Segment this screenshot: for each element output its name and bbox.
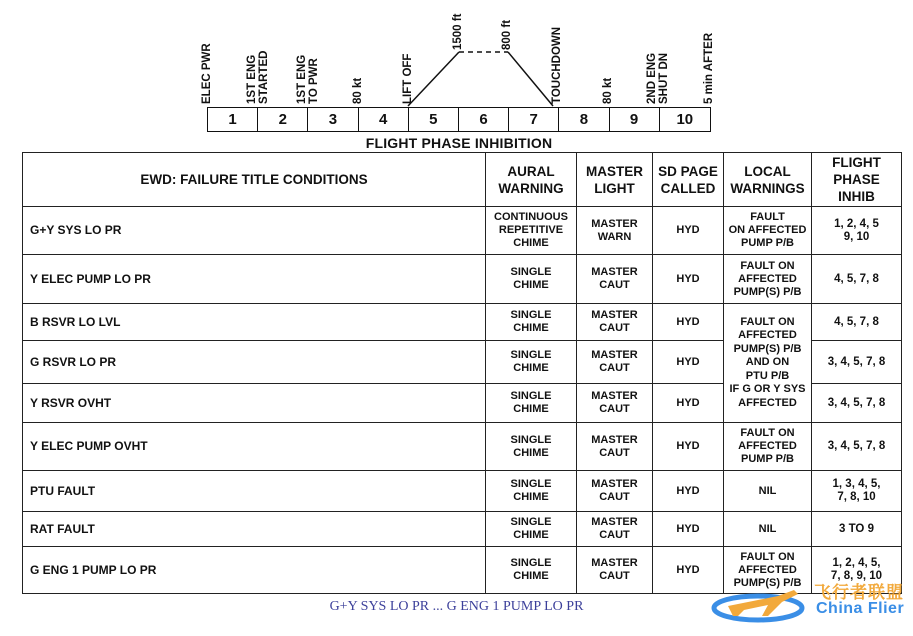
header-aural: AURAL WARNING <box>486 153 577 207</box>
local-warnings-cell: FAULT ON AFFECTED PUMP(S) P/B AND ON PTU P/B IF G OR Y SYS AFFECTED <box>724 304 812 423</box>
master-light-cell: MASTER CAUT <box>577 512 653 547</box>
phase-cell: 1 <box>208 108 258 131</box>
phase-cell: 4 <box>359 108 409 131</box>
aural-warning-cell: SINGLE CHIME <box>486 341 577 384</box>
flight-phase-inhib-cell: 4, 5, 7, 8 <box>812 255 902 304</box>
sd-page-cell: HYD <box>653 207 724 255</box>
failure-title-cell: Y RSVR OVHT <box>23 384 486 423</box>
failure-title-cell: G RSVR LO PR <box>23 341 486 384</box>
china-flier-watermark <box>708 572 913 632</box>
marker-1st-eng-started: 1ST ENG STARTED <box>246 50 270 104</box>
master-light-cell: MASTER CAUT <box>577 423 653 471</box>
aural-warning-cell: SINGLE CHIME <box>486 255 577 304</box>
header-sd-page: SD PAGE CALLED <box>653 153 724 207</box>
phase-cell: 6 <box>459 108 509 131</box>
flight-phase-inhib-cell: 3, 4, 5, 7, 8 <box>812 423 902 471</box>
aural-warning-cell: SINGLE CHIME <box>486 304 577 341</box>
watermark-en-text: China Flier <box>816 600 905 617</box>
header-local: LOCAL WARNINGS <box>724 153 812 207</box>
sd-page-cell: HYD <box>653 471 724 512</box>
local-warnings-cell: FAULT ON AFFECTED PUMP P/B <box>724 423 812 471</box>
watermark-cn-text: 飞行者联盟 <box>814 583 904 602</box>
marker-1500ft: 1500 ft <box>452 13 464 50</box>
local-warnings-cell: FAULT ON AFFECTED PUMP(S) P/B <box>724 547 812 594</box>
phase-cell: 5 <box>409 108 459 131</box>
sd-page-cell: HYD <box>653 341 724 384</box>
phase-cell: 9 <box>610 108 660 131</box>
flight-phase-inhib-cell: 3 TO 9 <box>812 512 902 547</box>
failure-title-cell: B RSVR LO LVL <box>23 304 486 341</box>
table-row <box>23 304 902 341</box>
flight-phase-inhib-cell: 1, 2, 4, 5, 7, 8, 9, 10 <box>812 547 902 594</box>
failure-title-cell: PTU FAULT <box>23 471 486 512</box>
flight-phase-inhib-cell: 1, 2, 4, 5 9, 10 <box>812 207 902 255</box>
flight-phase-diagram <box>0 0 913 152</box>
failure-title-cell: G ENG 1 PUMP LO PR <box>23 547 486 594</box>
marker-80kt-takeoff: 80 kt <box>352 77 364 104</box>
marker-elec-pwr: ELEC PWR <box>201 43 213 104</box>
flight-phase-inhib-cell: 1, 3, 4, 5, 7, 8, 10 <box>812 471 902 512</box>
master-light-cell: MASTER CAUT <box>577 384 653 423</box>
failure-title-cell: G+Y SYS LO PR <box>23 207 486 255</box>
marker-80kt-landing: 80 kt <box>602 77 614 104</box>
phase-cell: 3 <box>308 108 358 131</box>
failure-title-cell: Y ELEC PUMP OVHT <box>23 423 486 471</box>
figure-caption: G+Y SYS LO PR ... G ENG 1 PUMP LO PR <box>329 599 584 614</box>
phase-cell: 10 <box>676 111 694 128</box>
sd-page-cell: HYD <box>653 512 724 547</box>
table-row <box>23 423 902 471</box>
master-light-cell: MASTER WARN <box>577 207 653 255</box>
phase-cell: 2 <box>258 108 308 131</box>
marker-touchdown: TOUCHDOWN <box>551 26 563 104</box>
aural-warning-cell: SINGLE CHIME <box>486 512 577 547</box>
master-light-cell: MASTER CAUT <box>577 547 653 594</box>
marker-2nd-eng-shut-dn: 2ND ENG SHUT DN <box>646 52 670 104</box>
aural-warning-cell: SINGLE CHIME <box>486 471 577 512</box>
aural-warning-cell: CONTINUOUS REPETITIVE CHIME <box>486 207 577 255</box>
header-phase: FLIGHT PHASE INHIB <box>812 153 902 207</box>
aural-warning-cell: SINGLE CHIME <box>486 423 577 471</box>
marker-lift-off: LIFT OFF <box>402 53 414 104</box>
table-row <box>23 512 902 547</box>
aural-warning-cell: SINGLE CHIME <box>486 384 577 423</box>
local-warnings-cell: FAULT ON AFFECTED PUMP P/B <box>724 207 812 255</box>
table-row <box>23 207 902 255</box>
failure-warning-table <box>22 152 902 594</box>
flight-phase-inhib-cell: 3, 4, 5, 7, 8 <box>812 341 902 384</box>
flight-phase-inhib-cell: 4, 5, 7, 8 <box>812 304 902 341</box>
sd-page-cell: HYD <box>653 255 724 304</box>
phase-cell: 8 <box>559 108 609 131</box>
marker-5min-after: 5 min AFTER <box>703 32 715 104</box>
local-warnings-cell: NIL <box>724 512 812 547</box>
marker-1st-eng-to-pwr: 1ST ENG TO PWR <box>296 54 320 104</box>
sd-page-cell: HYD <box>653 547 724 594</box>
master-light-cell: MASTER CAUT <box>577 304 653 341</box>
failure-title-cell: RAT FAULT <box>23 512 486 547</box>
master-light-cell: MASTER CAUT <box>577 341 653 384</box>
sd-page-cell: HYD <box>653 304 724 341</box>
failure-title-cell: Y ELEC PUMP LO PR <box>23 255 486 304</box>
airplane-logo-icon <box>708 572 818 632</box>
phase-cell: 7 <box>509 108 559 131</box>
table-row <box>23 255 902 304</box>
master-light-cell: MASTER CAUT <box>577 255 653 304</box>
header-master: MASTER LIGHT <box>577 153 653 207</box>
sd-page-cell: HYD <box>653 384 724 423</box>
flight-phase-inhib-cell: 3, 4, 5, 7, 8 <box>812 384 902 423</box>
phase-number-row <box>207 107 711 132</box>
header-condition: EWD: FAILURE TITLE CONDITIONS <box>23 153 486 207</box>
local-warnings-cell: NIL <box>724 471 812 512</box>
flight-phase-title: FLIGHT PHASE INHIBITION <box>365 135 553 151</box>
table-header-row <box>23 153 902 207</box>
master-light-cell: MASTER CAUT <box>577 471 653 512</box>
table-row <box>23 471 902 512</box>
aural-warning-cell: SINGLE CHIME <box>486 547 577 594</box>
sd-page-cell: HYD <box>653 423 724 471</box>
marker-800ft: 800 ft <box>501 19 513 50</box>
local-warnings-cell: FAULT ON AFFECTED PUMP(S) P/B <box>724 255 812 304</box>
